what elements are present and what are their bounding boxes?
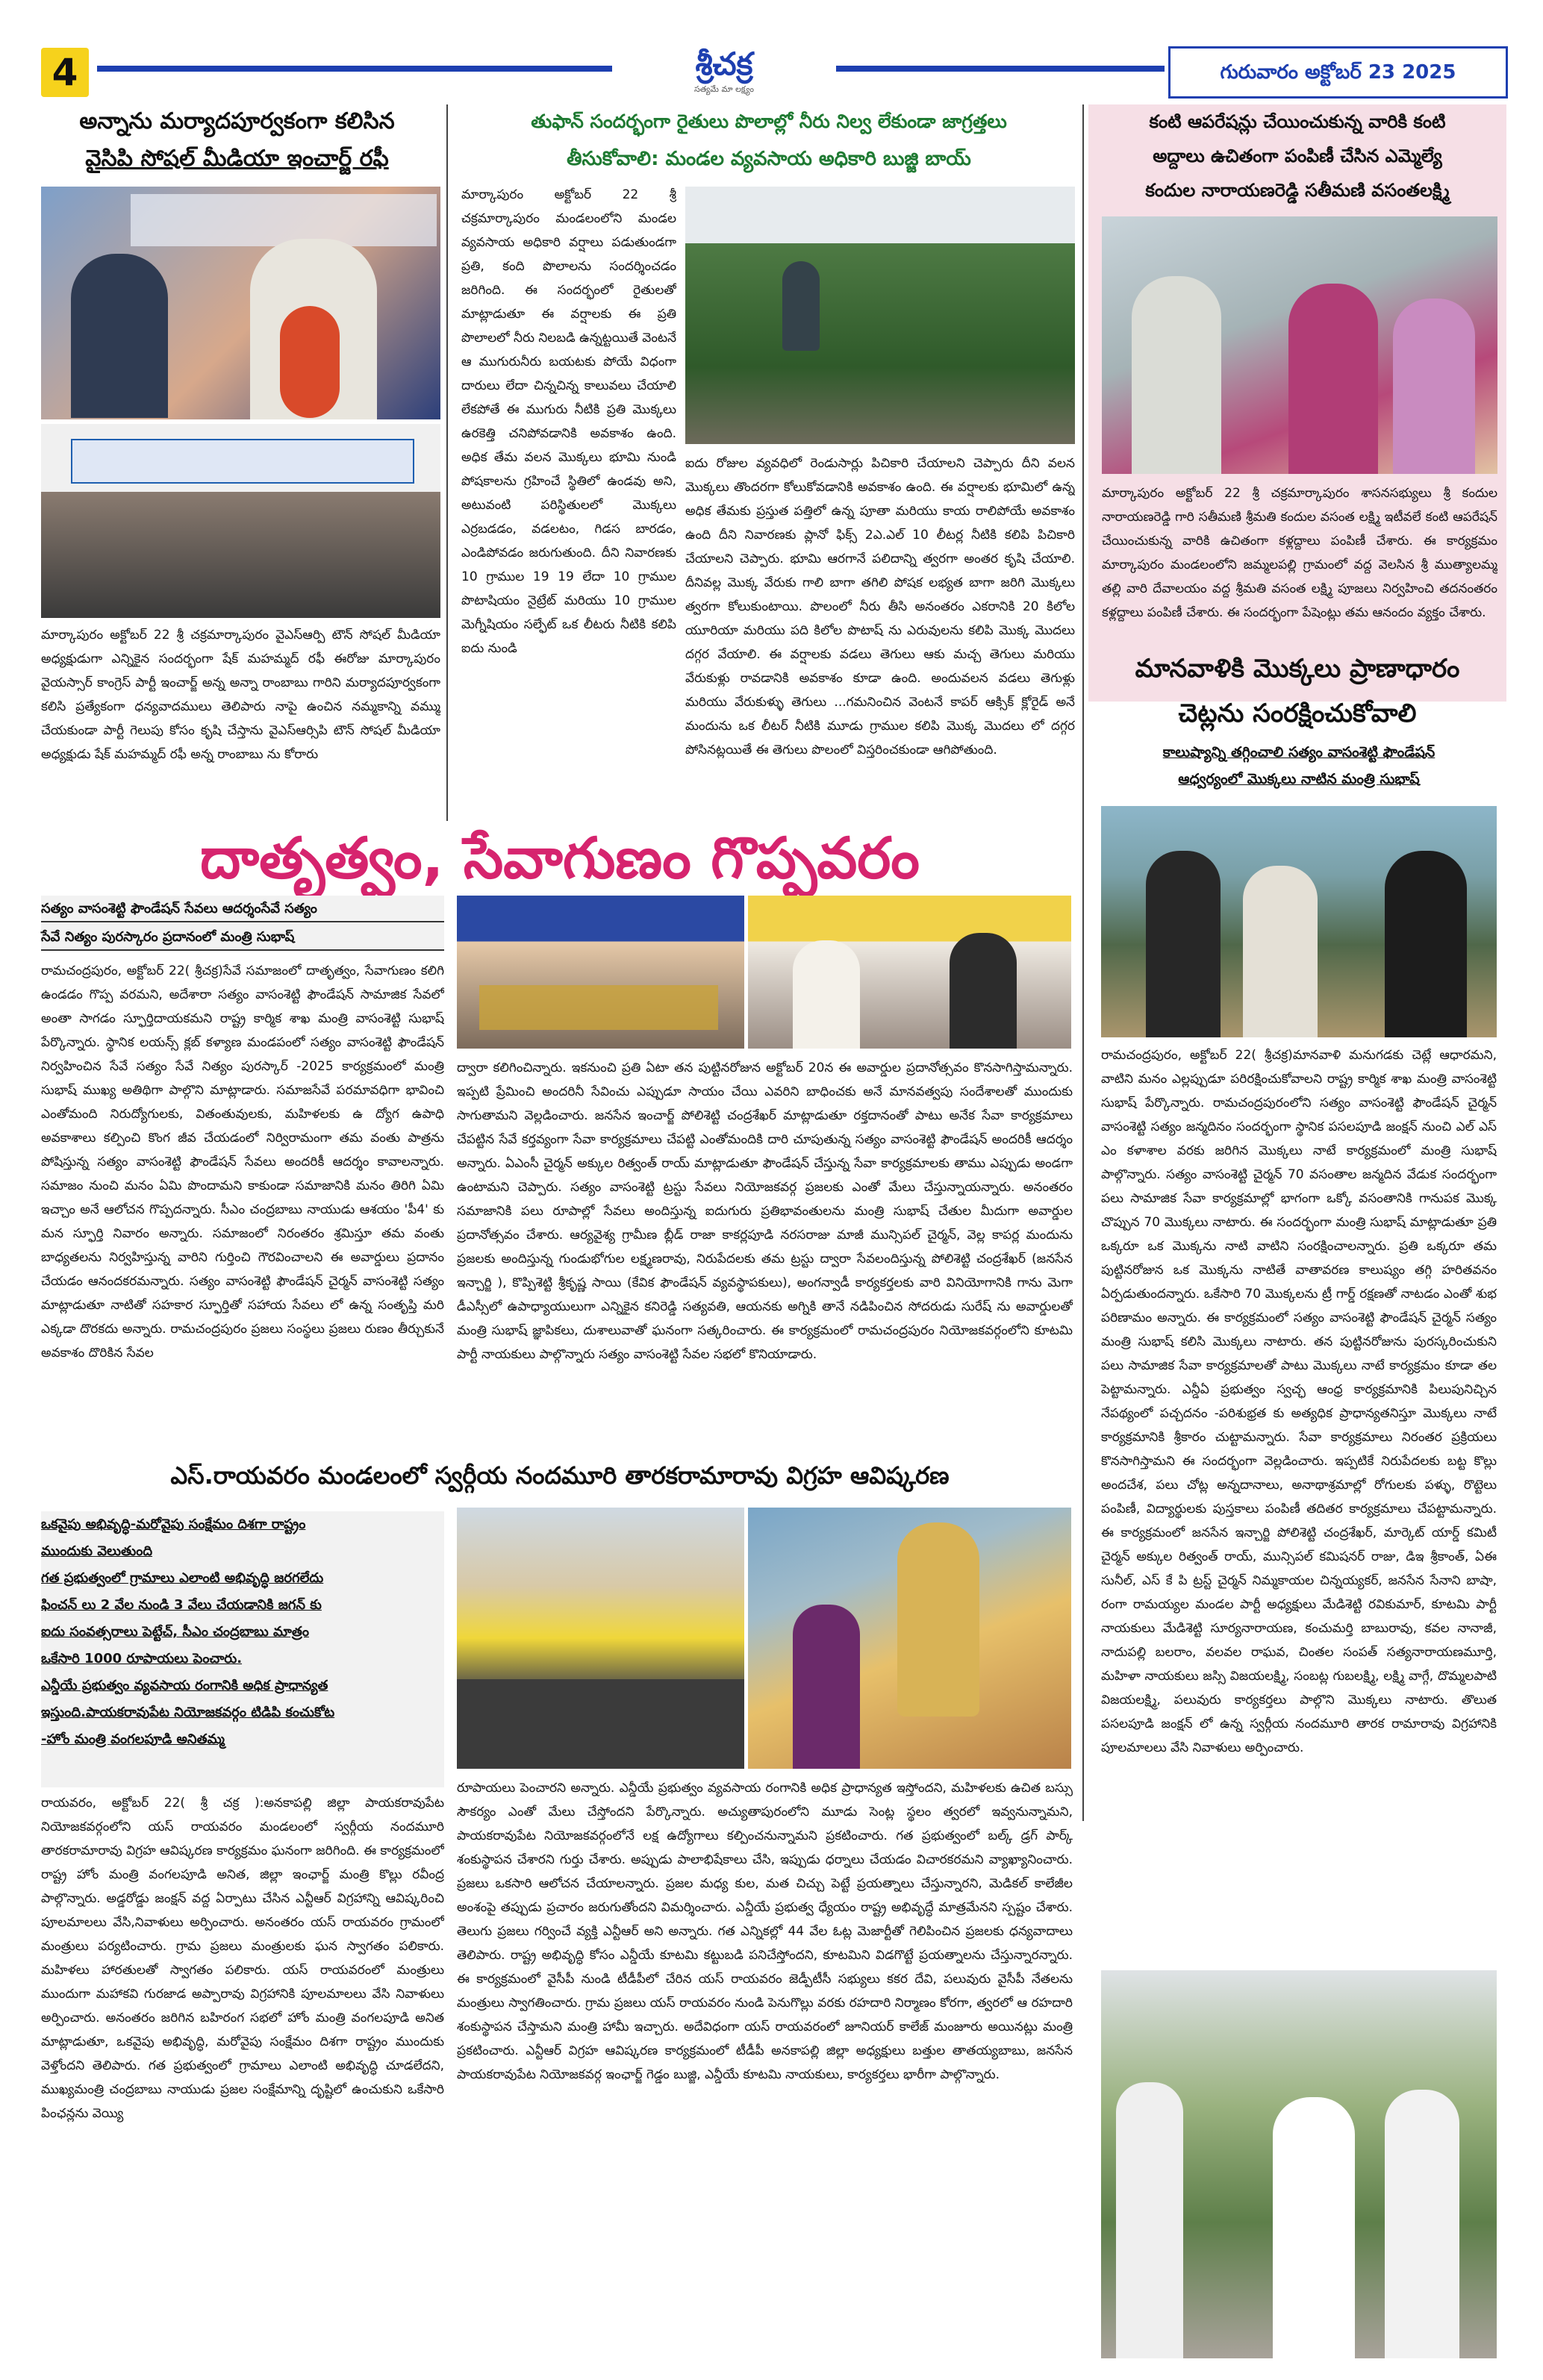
daatrutvam-subhead-1: సత్యం వాసంశెట్టి ఫౌండేషన్ సేవలు ఆదర్శంసేవే సత్యం [41, 896, 444, 922]
person-silhouette [782, 261, 820, 351]
ntr-subhead-5: ఐదు సంవత్సరాలు పెట్టేచ్, సీఎం చంద్రబాబు మాత్రం [41, 1624, 309, 1640]
column-divider [1082, 104, 1084, 1821]
masthead-rule-left [97, 66, 612, 72]
trophy-row [479, 985, 718, 1030]
crowd-shape [457, 1679, 744, 1769]
rafi-photo-2 [41, 424, 440, 618]
ntr-col-1: రాయవరం, అక్టోబర్ 22( శ్రీ చక్ర ):అనకాపల్లి జిల్లా పాయకరావుపేట నియోజకవర్గంలోని యస్ రాయవరం మండలంలో స్వర్గీయ నందమూరి తారకరామారావు విగ్రహ ఆవిష్కరణ కార్యక్రమం ఘనంగా జరిగింది. ఈ కార్యక్రమంలో రాష్ట్ర హోం మంత్రి వంగలపూడి అనిత, జిల్లా ఇంఛార్జ్ మంత్రి కొల్లు రవీంద్ర పాల్గొన్నారు. అడ్డరోడ్డు జంక్షన్ వద్ద ఏర్పాటు చేసిన ఎన్టీఆర్ విగ్రహాన్ని ఆవిష్కరించి పూలమాలలు వేసి,నివాళులు అర్పించారు. అనంతరం యస్ రాయవరం గ్రామంలో మంత్రులు పర్యటించారు. గ్రామ ప్రజలు మంత్రులకు ఘన స్వాగతం పలికారు. మహిళలు హారతులతో స్వాగతం పలికారు. యస్ రాయవరంలో మంత్రులు ముందుగా మహాకవి గురజాడ అప్పారావు విగ్రహానికి పూలమాలలు వేసి నివాళులు అర్పించారు. అనంతరం జరిగిన బహిరంగ సభలో హోం మంత్రి వంగలపూడి అనిత మాట్లాడుతూ, ఒకవైపు అభివృద్ధి, మరోవైపు సంక్షేమం దిశగా రాష్ట్రం ముందుకు వెళ్తోందని తెలిపారు. గత ప్రభుత్వంలో గ్రామాలు ఎలాంటి అభివృద్ధి చూడలేదని, ముఖ్యమంత్రి చంద్రబాబు నాయుడు ప్రజల సంక్షేమాన్ని దృష్టిలో ఉంచుకుని ఒకేసారి పింఛన్లను వెయ్యి [41, 1796, 444, 2121]
ntr-photo-1 [457, 1508, 744, 1769]
kanti-photo [1102, 216, 1497, 474]
banner-shape [131, 194, 437, 246]
ntr-photo-2 [748, 1508, 1071, 1769]
daatrutvam-photo-1 [457, 896, 744, 1049]
manava-photo-1 [1101, 806, 1497, 1037]
rafi-photo-1 [41, 187, 440, 419]
ntr-col-2: రూపాయలు పెంచారని అన్నారు. ఎన్డీయే ప్రభుత్వం వ్యవసాయ రంగానికి అధిక ప్రాధాన్యత ఇస్తోందని, మహిళలకు ఉచిత బస్సు సౌకర్యం ఎంతో మేలు చేస్తోందని పేర్కొన్నారు. అచ్యుతాపురంలోని మూడు సెంట్ల స్థలం త్వరలో ఇవ్వనున్నామని, పాయకరావుపేట నియోజకవర్గంలోనే లక్ష ఉద్యోగాలు కల్పించనున్నామని ప్రకటించారు. గత ప్రభుత్వంలో బల్క్ డ్రగ్ పార్క్ శంకుస్థాపన చేశారని గుర్తు చేశారు. అప్పుడు పాలాభిషేకాలు చేసి, ఇప్పుడు ధర్నాలు చేయడం విచారకరమని వ్యాఖ్యానించారు. ప్రజలు ఒకసారి ఆలోచన చేయాలన్నారు. ప్రజల మధ్య కుల, మత చిచ్చు పెట్టే ప్రయత్నాలు చేస్తున్నారని, మెడికల్ కాలేజీల అంశంపై తప్పుడు ప్రచారం జరుగుతోందని విమర్శించారు. ఎన్డీయే ప్రభుత్వ ధ్యేయం రాష్ట్ర అభివృద్ధే మాత్రమేనని స్పష్టం చేశారు. తెలుగు ప్రజలు గర్వించే వ్యక్తి ఎన్టీఆర్ అని అన్నారు. గత ఎన్నికల్లో 44 వేల ఓట్ల మెజార్టీతో గెలిపించిన ప్రజలకు ధన్యవాదాలు తెలిపారు. రాష్ట్ర అభివృద్ధి కోసం ఎన్డీయే కూటమి కట్టుబడి పనిచేస్తోందని, కూటమిని విడగొట్టే ప్రయత్నాలను చేస్తున్నారన్నారు. ఈ కార్యక్రమంలో వైసీపీ నుండి టీడీపీలో చేరిన యస్ రాయవరం జెడ్పీటీసీ సభ్యులు కకర దేవి, పలువురు వైసీపీ నేతలను మంత్రులు స్వాగతించారు. గ్రామ ప్రజలు యస్ రాయవరం నుండి పెనుగొల్లు వరకు రహదారి నిర్మాణం కోరగా, త్వరలో ఆ రహదారి శంకుస్థాపన చేస్తామని మంత్రి హామీ ఇచ్చారు. అదేవిధంగా యస్ రాయవరంలో జూనియర్ కాలేజ్ మంజూరు అయినట్లు మంత్రి ప్రకటించారు. ఎన్టీఆర్ విగ్రహ ఆవిష్కరణ కార్యక్రమంలో టీడీపీ అనకాపల్లి జిల్లా అధ్యక్షులు బత్తుల తాతయ్యబాబు, జనసేన పాయకరావుపేట నియోజకవర్గ ఇంఛార్జ్ గెడ్డం బుజ్జి, ఎన్డీయే కూటమి నాయకులు, కార్యకర్తలు భారీగా పాల్గొన్నారు. [457, 1781, 1073, 2082]
person-silhouette [1385, 851, 1467, 1037]
kanti-panel [1088, 104, 1506, 702]
person-silhouette [1146, 851, 1221, 1037]
ntr-subhead-4: ఫించన్ లు 2 వేల నుండి 3 వేలు చేయడానికి జగన్ కు [41, 1597, 322, 1613]
ntr-subhead-9: -హోం మంత్రి వంగలపూడి అనితమ్మ [41, 1731, 225, 1747]
toofan-field-photo [685, 187, 1075, 444]
toofan-headline-2: తీసుకోవాలి: మండల వ్యవసాయ అధికారి బుజ్జి బాయ్ [567, 148, 971, 170]
ntr-subhead-8: ఇస్తుంది.పాయకరావుపేట నియోజకవర్గం టిడిపి కంచుకోట [41, 1705, 335, 1720]
manava-headline-2: చెట్లను సంరక్షించుకోవాలి [1178, 699, 1417, 728]
daatrutvam-headline: దాతృత్వం, సేవాగుణం గొప్పవరం [200, 825, 920, 891]
daatrutvam-col-2: ద్వారా కలిగించిన్నారు. ఇకనుంచి ప్రతి ఏటా తన పుట్టినరోజున అక్టోబర్ 20న ఈ అవార్డుల ప్రదానోత్సవం కొనసాగిస్తామన్నారు. ఇప్పటి ప్రేమించి అందరినీ సేవించు ఎప్పుడూ సాయం చేయి ఎవరిని బాధించకు అనే మానవత్వపు సందేశాలతో ముందుకు సాగుతామని వెల్లడించారు. జనసేన ఇంచార్జ్ పోలిశెట్టి చంద్రశేఖర్ మాట్లాడుతూ రక్తదానంతో పాటు అనేక సేవా కార్యక్రమాలు చేపట్టిన సేవే కర్తవ్యంగా సేవా కార్యక్రమాలు చేపట్టి ఎంతోమందికి దారి చూపుతున్న సత్యం వాసంశెట్టి ఫౌండేషన్ అందరికీ ఆదర్శం అన్నారు. ఏఎంసీ చైర్మన్ అక్కుల రిత్వంత్ రాయ్ మాట్లాడుతూ ఫౌండేషన్ చేస్తున్న సేవా కార్యక్రమాలకు తాము ఎప్పుడు అండగా ఉంటామని చెప్పారు. సత్యం వాసంశెట్టి ట్రస్టు సేవలు నియోజకవర్గ ప్రజలకు ఎంతో మేలు చేస్తున్నాయన్నారు. అనంతరం సమాజానికి పలు రూపాల్లో సేవలు అందిస్తున్న ఐదుగురు ప్రతిభావంతులను మంత్రి సుభాష్ చేతుల మీదుగా అవార్డుల ప్రదానోత్సవం చేశారు. ఆర్యవైశ్య గ్రామీణ బ్లీడ్ రాజా కాకర్లపూడి నరసరాజు మాజీ మున్సిపల్ చైర్మన్, వెల్ల కాపర్ల మందును ప్రజలకు అందిస్తున్న గుండుభోగుల లక్ష్మణరావు, నిరుపేదలకు తమ ట్రస్టు ద్వారా సేవలందిస్తున్న పోలిశెట్టి చంద్రశేఖర్ (జనసేన ఇన్చార్జి ), కొప్పిశెట్టి శ్రీకృష్ణ సాయి (కేవిక ఫౌండేషన్ వ్యవస్థాపకులు), అంగన్వాడీ కార్యకర్తలకు వారి వినియోగానికి గాను మెగా డీఎస్సీలో ఉపాధ్యాయులుగా ఎన్నికైన కనిరెడ్డి సత్యవతి, ఆయనకు అగ్నికి తానే నడిపించిన సోదరుడు సురేష్ ను అవార్డులతో మంత్రి సుభాష్ జ్ఞాపికలు, దుశాలువాతో ఘనంగా సత్కరించారు. ఈ కార్యక్రమంలో రామచంద్రపురం నియోజకవర్గంలోని కూటమి పార్టీ నాయకులు పాల్గొన్నారు సత్యం వాసంశెట్టి సేవల సభలో కొనియాడారు. [457, 1061, 1073, 1362]
person-silhouette [1385, 2090, 1459, 2358]
person-silhouette [1132, 276, 1221, 474]
ntr-subhead-6: ఒకేసారి 1000 రూపాయలు పెంచారు. [41, 1651, 243, 1667]
banner-shape [71, 439, 414, 484]
manava-subhead-2: ఆధ్వర్యంలో మొక్కలు నాటిన మంత్రి సుభాష్ [1178, 771, 1420, 787]
kanti-headline-3: కందుల నారాయణరెడ్డి సతీమణి వసంతలక్ష్మి [1145, 180, 1450, 201]
ntr-subhead-2: ముందుకు వెలుతుంది [41, 1543, 153, 1559]
column-divider [446, 104, 448, 821]
toofan-col-1: మార్కాపురం అక్టోబర్ 22 శ్రీ చక్రమార్కాపురం మండలంలోని మండల వ్యవసాయ అధికారి వర్షాలు పడుతుండగా ప్రతి, కంది పొలాలను సందర్శించడం జరిగింది. ఈ సందర్భంలో రైతులతో మాట్లాడుతూ ఈ వర్షాలకు ఈ ప్రతి పొలాలలో నీరు నిలబడి ఉన్నట్టయితే వెంటనే ఆ ముగురునీరు బయటకు పోయే విధంగా దారులు లేదా చిన్నచిన్న కాలువలు చేయాలి లేకపోతే ఈ ముగురు నీటికి ప్రతి మొక్కలు ఉరకెత్తి చనిపోవడానికి అవకాశం ఉంది. అధిక తేమ వలన మొక్కలు భూమి నుండి పోషకాలను గ్రహించే స్థితిలో ఉండవు అని, అటువంటి పరిస్థితులలో మొక్కలు ఎర్రబడడం, వడలటం, గిడస బారడం, ఎండిపోవడం జరుగుతుంది. దీని నివారణకు 10 గ్రాముల 19 19 లేదా 10 గ్రాముల పొటాషియం నైట్రేట్ మరియు 10 గ్రాముల మెగ్నీషియం సల్ఫేట్ ఒక లీటరు నీటికి కలిపి ఐదు నుండి [461, 187, 676, 656]
manava-body: రామచంద్రపురం, అక్టోబర్ 22( శ్రీచక్ర)మానవాళి మనుగడకు చెట్లే ఆధారమని, వాటిని మనం ఎల్లప్పుడూ పరిరక్షించుకోవాలని రాష్ట్ర కార్మిక శాఖ మంత్రి వాసంశెట్టి సుభాష్ పేర్కొన్నారు. రామచంద్రపురంలోని సత్యం వాసంశెట్టి ఫౌండేషన్ చైర్మన్ వాసంశెట్టి సత్యం జన్మదినం సందర్భంగా స్థానిక పసలపూడి జంక్షన్ నుంచి ఎల్ ఎస్ ఎం కళాశాల వరకు జరిగిన మొక్కలు నాటే కార్యక్రమంలో మంత్రి సుభాష్ పాల్గొన్నారు. సత్యం వాసంశెట్టి చైర్మన్ 70 వసంతాల జన్మదిన వేడుక సందర్భంగా పలు సామాజిక సేవా కార్యక్రమాల్లో భాగంగా ఒక్కో వసంతానికి గానుపక మొక్క చొప్పున 70 మొక్కలు నాటారు. ఈ సందర్భంగా మంత్రి సుభాష్ మాట్లాడుతూ ప్రతి ఒక్కరూ ఒక మొక్కను నాటి వాటిని సంరక్షించాలన్నారు. ప్రతి ఒక్కరూ తమ పుట్టినరోజున ఒక మొక్కను నాటితే వాతావరణ కాలుష్యం తగ్గి హరితవనం ఏర్పడుతుందన్నారు. ఒకేసారి 70 మొక్కలను ట్రీ గార్డ్ రక్షణతో నాటడం ఎంతో శుభ పరిణామం అన్నారు. ఈ కార్యక్రమంలో సత్యం వాసంశెట్టి ఫౌండేషన్ చైర్మన్ సత్యం మంత్రి సుభాష్ కలిసి మొక్కలు నాటారు. తన పుట్టినరోజును పురస్కరించుకుని పలు సామాజిక సేవా కార్యక్రమాలతో పాటు మొక్కలు నాటే కార్యక్రమం కూడా తల పెట్టామన్నారు. ఎన్డీఏ ప్రభుత్వం స్వచ్ఛ ఆంధ్ర కార్యక్రమానికి పిలుపునిచ్చిన నేపథ్యంలో పచ్చదనం -పరిశుభ్రత కు అత్యధిక ప్రాధాన్యతనిస్తూ మొక్కలు నాటే కార్యక్రమానికి శ్రీకారం చుట్టామన్నారు. సేవా కార్యక్రమాలు నిరంతర ప్రక్రియలు కొనసాగిస్తామని ఈ సందర్భంగా వెల్లడించారు. ఇప్పటికే నిరుపేదలకు బట్ట కొల్లు అందచేశ, పలు చోట్ల అన్నదానాలు, అనాథాశ్రమాల్లో రోగులకు పళ్ళు, రొట్టెలు పంపిణీ, విద్యార్థులకు పుస్తకాలు పంపిణీ తదితర కార్యక్రమాలు చేపట్టామన్నారు. ఈ కార్యక్రమంలో జనసేన ఇన్చార్జి పోలిశెట్టి చంద్రశేఖర్, మార్కెట్ యార్డ్ కమిటీ చైర్మన్ అక్కుల రిత్వంత్ రాయ్, మున్సిపల్ కమిషనర్ రాజు, డిఇ శ్రీకాంత్, ఏఈ సునీల్, ఎస్ కే పి ట్రస్ట్ చైర్మన్ నిమ్మకాయల చిన్నయ్యకర్, జనసేన సేనాని బాషా, రంగా రామయ్యల మండల పార్టీ అధ్యక్షులు మేడిశెట్టి రవికుమార్, కూటమి పార్టీ నాయకులు మేడిశెట్టి సూర్యనారాయణ, కంచుమర్తి బాబురావు, కవల నానాజీ, నాదుపల్లి బలరాం, వలవల రాఘవ, చింతల సంపత్ సత్యనారాయణమూర్తి, మహిళా నాయకులు జస్సి విజయలక్ష్మి, సంబట్ల గుబలక్ష్మి, లక్ష్మి వాగ్గే, దొమ్మలపాటి విజయలక్ష్మి, పలువురు కార్యకర్తలు పాల్గొని మొక్కలు నాటారు. తొలుత పసలపూడి జంక్షన్ లో ఉన్న స్వర్గీయ నందమూరి తారక రామారావు విగ్రహానికి పూలమాలలు వేసి నివాళులు అర్పించారు. [1101, 1048, 1497, 1755]
person-silhouette [1116, 2082, 1183, 2358]
toofan-headline-1: తుఫాన్ సందర్భంగా రైతులు పొలాల్లో నీరు నిల్వ లేకుండా జాగ్రత్తలు [531, 110, 1007, 132]
logo-text: శ్రీచక్ర [695, 46, 753, 82]
manava-photo-2 [1101, 1970, 1497, 2358]
toofan-col-2: ఐదు రోజుల వ్యవధిలో రెండుసార్లు పిచికారి చేయాలని చెప్పారు దీని వలన మొక్కలు తొందరగా కోలుకోవడానికి అవకాశం ఉంది. ఈ వర్షాలకు భూమిలో ఉన్న అధిక తేమకు ప్రస్తుత పత్తిలో ఉన్న పూతా మరియు కాయ రాలిపోయే అవకాశం ఉంది దీని నివారణకు ప్లానో ఫిక్స్ 2ఎ.ఎల్ 10 లీటర్ల నీటికి కలిపి పిచికారి చేయాలని చెప్పారు. భూమి ఆరగానే పలిదాన్ని త్వరగా అంతర కృషి చేయాలి. దీనివల్ల మొక్క వేరుకు గాలి బాగా తగిలి పోషక లభ్యత బాగా జరిగి మొక్కలు త్వరగా కోలుకుంటాయి. పొలంలో నీరు తీసి అనంతరం ఎకరానికి 20 కిలోల యూరియా మరియు పది కిలోల పొటాష్ ను ఎరువులను కలిపి మొక్క మొదలు దగ్గర వేయాలి. ఈ వర్షాలకు వడలు తెగులు ఆకు మచ్చ తెగులు మరియు వేరుకుళ్లు రావడానికి అవకాశం కూడా ఉంది. అందువలన వడలు తెగుళ్లు మరియు వేరుకుళ్ళు తెగులు ...గమనించిన వెంటనే కాపర్ ఆక్సిక్ క్లోరైడ్ అనే మందును ఒక లీటర్ నీటికి మూడు గ్రాముల కలిపి మొక్క మొదలు లో దగ్గర పోసినట్లయితే ఈ తెగులు పొలంలో విస్తరించకుండా ఆగిపోతుంది. [685, 456, 1075, 758]
person-silhouette [950, 933, 1017, 1049]
daatrutvam-col-1: రామచంద్రపురం, అక్టోబర్ 22( శ్రీచక్ర)సేవే సమాజంలో దాతృత్వం, సేవాగుణం కలిగి ఉండడం గొప్ప వరమని, అదేశారా సత్యం వాసంశెట్టి ఫౌండేషన్ సామాజిక సేవలో అంతా సాగడం స్ఫూర్తిదాయకమని రాష్ట్ర కార్మిక శాఖ మంత్రి వాసంశెట్టి సుభాష్ పేర్కొన్నారు. స్థానిక లయన్స్ క్లబ్ కళ్యాణ మండపంలో సత్యం వాసంశెట్టి ఫౌండేషన్ నిర్వహించిన సేవే సత్యం సేవే నిత్యం పురస్కార్ -2025 కార్యక్రమంలో మంత్రి సుభాష్ ముఖ్య అతిథిగా పాల్గొని మాట్లాడారు. సమాజసేవే పరమావధిగా భావించి ఎంతోమంది నిరుద్యోగులకు, వితంతువులకు, మహిళలకు ఉ ద్యోగ ఉపాధి అవకాశాలు కల్పించి కొంగ జీవ చేయడంలో నిర్విరామంగా తమ వంతు పాత్రను పోషిస్తున్న సత్యం వాసంశెట్టి ఫౌండేషన్ సేవలు అందరికీ ఆదర్శం కావాలన్నారు. సమాజం నుంచి మనం ఏమి పొందామని కాకుండా సమాజానికి మనం తిరిగి ఏమి ఇచ్చాం అనే ఆలోచన గొప్పదన్నారు. సీఎం చంద్రబాబు నాయుడు ఆశయం 'పీ4' కు మన స్ఫూర్తి నివారం అన్నారు. సమాజంలో నిరంతరం శ్రమిస్తూ తమ వంతు బాధ్యతలను నిర్వహిస్తున్న వారిని గుర్తించి గౌరవించాలని ఈ అవార్డులు ప్రదానం చేయడం ఆనందకరమన్నారు. సత్యం వాసంశెట్టి ఫౌండేషన్ చైర్మన్ వాసంశెట్టి సత్యం మాట్లాడుతూ నాటితో సహకార స్ఫూర్తితో సహాయ సేవలు లో ఉన్న సంతృప్తి మరి ఎక్కడా దొరకదు అన్నారు. రామచంద్రపురం ప్రజలు సంస్థలు ప్రజలు రుణం తీర్చుకునే అవకాశం దొరికిన సేవల [41, 963, 444, 1361]
kanti-body: మార్కాపురం అక్టోబర్ 22 శ్రీ చక్రమార్కాపురం శాసనసభ్యులు శ్రీ కందుల నారాయణరెడ్డి గారి సతీమణి శ్రీమతి కందుల వసంత లక్ష్మి ఇటీవలే కంటి ఆపరేషన్ చేయించుకున్న వారికి ఉచితంగా కళ్లద్దాలు పంపిణీ చేశారు. ఈ కార్యక్రమం మార్కాపురం మండలంలోని జమ్మలపల్లి గ్రామంలో వద్ద వెలసిన శ్రీ ముత్యాలమ్మ తల్లి వారి దేవాలయం వద్ద శ్రీమతి వసంత లక్ష్మి పూజలు నిర్వహించి తదనంతరం కళ్లద్దాలు పంపిణీ చేశారు. ఈ సందర్భంగా పేషెంట్లు తమ ఆనందం వ్యక్తం చేశారు. [1102, 486, 1497, 620]
page-number: 4 [41, 48, 89, 97]
person-silhouette [1393, 299, 1475, 474]
person-silhouette [1288, 284, 1378, 474]
rafi-body: మార్కాపురం అక్టోబర్ 22 శ్రీ చక్రమార్కాపురం వైఎస్ఆర్పి టౌన్ సోషల్ మీడియా అధ్యక్షుడుగా ఎన్నికైన సందర్భంగా షేక్ మహమ్మద్ రఫీ ఈరోజు మార్కాపురం వైయస్సార్ కాంగ్రెస్ పార్టీ ఇంచార్జ్ అన్న అన్నా రాంబాబు గారిని మర్యాదపూర్వకంగా కలిసి ప్రత్యేకంగా ధన్యవాదములు తెలిపారు నాపై ఉంచిన నమ్మకాన్ని వమ్ము చేయకుండా పార్టీ గెలుపు కోసం కృషి చేస్తాను వైఎస్ఆర్సిపి టౌన్ సోషల్ మీడియా అధ్యక్షుడు షేక్ మహమ్మద్ రఫీ అన్న రాంబాబు ను కోరారు [41, 628, 440, 762]
ntr-subhead-1: ఒకవైపు అభివృద్ధి-మరోవైపు సంక్షేమం దిశగా రాష్ట్రం [41, 1517, 306, 1532]
masthead-rule-mid [836, 66, 1165, 72]
person-silhouette [71, 254, 168, 418]
masthead-date: గురువారం అక్టోబర్ 23 2025 [1168, 46, 1508, 99]
manava-subhead-1: కాలుష్యాన్ని తగ్గించాలి సత్యం వాసంశెట్టి ఫౌండేషన్ [1162, 744, 1436, 760]
statue-shape [897, 1522, 979, 1717]
logo-tagline: సత్యమే మా లక్ష్యం [694, 84, 754, 94]
ntr-subhead-box [41, 1511, 444, 1787]
person-silhouette [793, 1605, 860, 1769]
rafi-headline-2: వైసిపి సోషల్ మీడియా ఇంచార్జ్ రఫీ [85, 146, 389, 172]
ntr-subhead-7: ఎన్డీయే ప్రభుత్వం వ్యవసాయ రంగానికి అధిక ప్రాధాన్యత [41, 1678, 328, 1693]
kanti-headline-1: కంటి ఆపరేషన్లు చేయించుకున్న వారికి కంటి [1149, 111, 1446, 132]
daatrutvam-subhead-2: సేవే నిత్యం పురస్కారం ప్రదానంలో మంత్రి సుభాష్ [41, 924, 444, 951]
ntr-headline: ఎస్.రాయవరం మండలంలో స్వర్గీయ నందమూరి తారకరామారావు విగ్రహ ఆవిష్కరణ [170, 1461, 950, 1490]
daatrutvam-photo-2 [748, 896, 1071, 1049]
person-silhouette [793, 940, 860, 1049]
manava-headline-1: మానవాళికి మొక్కలు ప్రాణాధారం [1135, 654, 1460, 684]
garland-shape [280, 306, 340, 418]
kanti-headline-2: అద్దాలు ఉచితంగా పంపిణీ చేసిన ఎమ్మెల్యే [1153, 146, 1442, 166]
ntr-subhead-3: గత ప్రభుత్వంలో గ్రామాలు ఎలాంటి అభివృద్ధి జరగలేదు [41, 1570, 324, 1586]
rafi-headline-1: అన్నాను మర్యాదపూర్వకంగా కలిసిన [79, 108, 395, 134]
person-silhouette [1273, 2097, 1355, 2358]
masthead-logo [620, 45, 829, 101]
person-silhouette [1243, 866, 1318, 1037]
